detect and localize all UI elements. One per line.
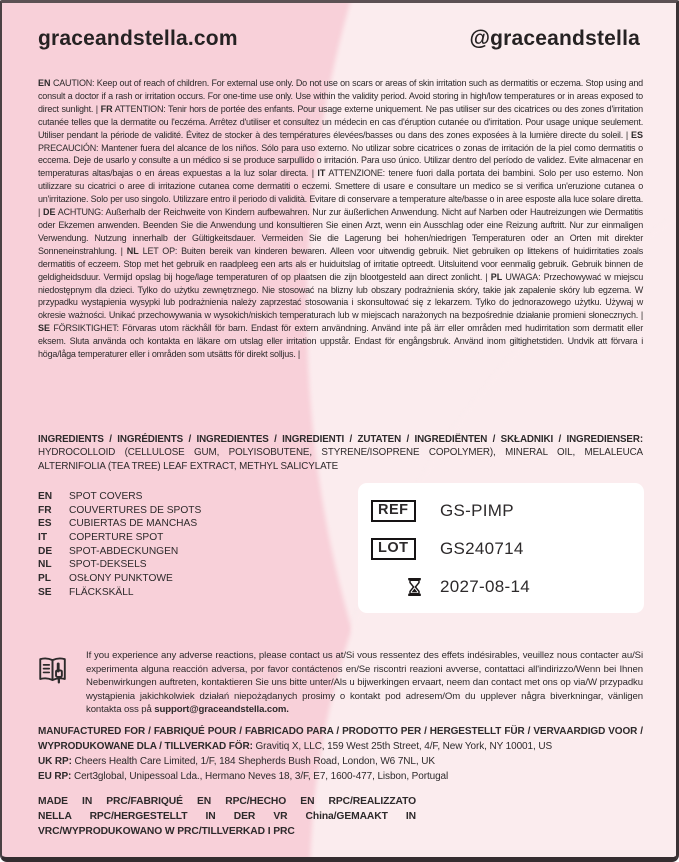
- eu-rp-line: [38, 770, 643, 785]
- ref-row: [371, 492, 644, 530]
- uk-rp-address: Cheers Health Care Limited, 1/F, 184 Shepherds Bush Road, London, W6 7NL, UK: [71, 755, 435, 767]
- caution-language-code: PL: [490, 271, 503, 282]
- product-name-language-code: ES: [38, 518, 52, 530]
- product-name-language-code: DE: [38, 545, 53, 557]
- product-name-row: [38, 504, 201, 518]
- product-name-language-code: IT: [38, 531, 48, 543]
- made-in-line: MADE IN PRC/FABRIQUÉ EN RPC/HECHO EN RPC/REALIZZATO: [38, 796, 416, 807]
- product-name-row: [38, 531, 201, 545]
- product-name-row: [38, 490, 201, 504]
- caution-language-code: ES: [630, 129, 643, 140]
- caution-paragraph: EN CAUTION: Keep out of reach of children. For external use only. Do not use on scars or areas of skin irritation such as dermatitis or eczema. Stop using and consult a doctor if a rash or irritation occurs. For one-time use only. Use within the validity period. Avoid storing in high/low temperatures or in areas exposed to direct sunlight. | FR ATTENTION: Tenir hors de portée des enfants. Pour usage externe uniquement. Ne pas utiliser sur des cicatrices ou des zones d'irritation cutanée telles que la dermatite ou l'eczéma. Arrêtez d'utiliser et consultez un médecin en cas d'éruption cutanée ou d'irritation. Pour usage unique seulement. Utiliser pendant la période de validité. Évitez de stocker à des températures élevées/basses ou dans des zones exposées à la lumière directe du soleil. | ES PRECAUCIÓN: Mantener fuera del alcance de los niños. Sólo para uso externo. No utilizar sobre cicatrices o zonas de irritación de la piel como dermatitis o eccema. Deje de usarlo y consulte a un médico si se produce sarpullido o irritación. Para uso único. Utilizar dentro del período de validez. Evite almacenar en temperaturas altas/bajas o en áreas expuestas a la luz solar directa. | IT ATTENZIONE: tenere fuori dalla portata dei bambini. Solo per uso esterno. Non utilizzare su cicatrici o aree di irritazione cutanea come dermatiti o eczemi. Smettere di usare e consultare un medico se si verifica un'eruzione cutanea o un'irritazione. Solo per uso singolo. Utilizzare entro il periodo di validità. Evitare di conservare a temperature alte/basse o in aree esposte alla luce solare diretta. | DE ACHTUNG: Außerhalb der Reichweite von Kindern aufbewahren. Nur zur äußerlichen Anwendung. Nicht auf Narben oder Hautreizungen wie Dermatitis oder Ekzemen anwenden. Beenden Sie die Anwendung und konsultieren Sie einen Arzt, wenn ein Ausschlag oder eine Reizung auftritt. Nur zur einmaligen Verwendung. Nutzung innerhalb der Gültigkeitsdauer. Vermeiden Sie die Lagerung bei hohen/niedrigen Temperaturen oder an Orten mit direkter Sonneneinstrahlung. | NL LET OP: Buiten bereik van kinderen bewaren. Alleen voor uitwendig gebruik. Niet gebruiken op littekens of huidirritaties zoals dermatitis of eczeem. Stop met het gebruik en raadpleeg een arts als er huiduitslag of irritatie optreedt. Uitsluitend voor eenmalig gebruik. Gebruik binnen de geldigheidsduur. Vermijd opslag bij hoge/lage temperaturen of op plaatsen die zijn blootgesteld aan direct zonlicht. | PL UWAGA: Przechowywać w miejscu niedostępnym dla dzieci. Tylko do użytku zewnętrznego. Nie stosować na blizny lub obszary podrażnienia skóry, takie jak zapalenie skóry lub egzema. W przypadku wystąpienia wysypki lub podrażnienia należy zaprzestać stosowania i skonsultować się z lekarzem. Tylko do jednorazowego użytku. Używaj w okresie ważności. Unikać przechowywania w wysokich/niskich temperaturach lub w miejscach narażonych na bezpośrednie działanie promieni słonecznych. | SE FÖRSIKTIGHET: Förvaras utom räckhåll för barn. Endast för extern användning. Använd inte på ärr eller områden med hudirritation som dermatit eller eksem. Sluta använda och kontakta en läkare om utslag eller irritation uppstår. Endast för engångsbruk. Använd inom giltighetstiden. Undvik att förvara i höga/låga temperaturer eller i områden som utsätts för direkt solljus. |: [38, 78, 644, 360]
- lot-value: GS240714: [440, 539, 524, 558]
- manufacturer-heading: MANUFACTURED FOR / FABRIQUÉ POUR / FABRICADO PARA / PRODOTTO PER / HERGESTELLT FÜR / VERVAARDIGD VOOR / WYPRODUKOWANE DLA / TILLVERKAD FÖR:: [38, 726, 643, 752]
- ref-value: GS-PIMP: [440, 501, 514, 520]
- product-name: FLÄCKSKÄLL: [69, 586, 134, 598]
- eu-rp-label: EU RP:: [38, 770, 72, 782]
- eu-rp-address: Cert3global, Unipessoal Lda., Hermano Neves 18, 3/F, E7, 1600-477, Lisbon, Portugal: [71, 770, 449, 782]
- manufacturer-section: [38, 725, 643, 785]
- uk-rp-label: UK RP:: [38, 755, 72, 767]
- product-name-row: [38, 545, 201, 559]
- expiry-row: [371, 568, 644, 606]
- caution-language-code: IT: [317, 168, 326, 179]
- ingredients-heading: INGREDIENTS / INGRÉDIENTS / INGREDIENTES / INGREDIENTI / ZUTATEN / INGREDIËNTEN / SKŁADNIKI / INGREDIENSER:: [38, 434, 643, 445]
- product-name-list: [38, 490, 201, 599]
- header: [38, 27, 640, 51]
- ref-symbol: REF: [371, 500, 416, 522]
- ingredients-paragraph: [38, 433, 643, 473]
- caution-language-code: SE: [38, 323, 51, 334]
- brand-social-handle: @graceandstella: [469, 27, 640, 50]
- product-name: CUBIERTAS DE MANCHAS: [69, 518, 198, 530]
- made-in-line: VRC/WYPRODUKOWANO W PRC/TILLVERKAD I PRC: [38, 826, 295, 838]
- product-name: SPOT-DEKSELS: [69, 559, 147, 571]
- brand-website: graceandstella.com: [38, 27, 238, 50]
- caution-language-code: EN: [38, 78, 51, 88]
- product-name: SPOT COVERS: [69, 491, 143, 502]
- product-name-row: [38, 558, 201, 572]
- product-name-language-code: NL: [38, 559, 52, 571]
- caution-language-code: NL: [126, 245, 139, 256]
- manufacturer-address: Gravitiq X, LLC, 159 West 25th Street, 4/F, New York, NY 10001, US: [252, 740, 553, 752]
- product-name: COPERTURE SPOT: [69, 531, 164, 543]
- caution-language-code: DE: [42, 207, 56, 218]
- ingredients-list: HYDROCOLLOID (CELLULOSE GUM, POLYISOBUTENE, STYRENE/ISOPRENE COPOLYMER), MINERAL OIL, MELALEUCA ALTERNIFOLIA (TEA TREE) LEAF EXTRACT, METHYL SALICYLATE: [38, 447, 643, 472]
- product-name-language-code: FR: [38, 504, 52, 516]
- product-name-row: [38, 572, 201, 586]
- caution-language-code: FR: [100, 103, 113, 114]
- uk-rp-line: [38, 755, 643, 770]
- expiry-date: 2027-08-14: [440, 577, 530, 596]
- leaflet-instructions-icon: [36, 653, 70, 694]
- hourglass-icon: [407, 578, 422, 596]
- product-name: OSŁONY PUNKTOWE: [69, 572, 173, 584]
- support-email: support@graceandstella.com.: [154, 704, 289, 715]
- adverse-reactions-paragraph: [86, 649, 643, 717]
- product-name-language-code: SE: [38, 586, 52, 598]
- product-name-row: [38, 586, 201, 600]
- product-name-language-code: EN: [38, 491, 53, 502]
- product-name: COUVERTURES DE SPOTS: [69, 504, 202, 516]
- lot-symbol: LOT: [371, 538, 416, 560]
- lot-row: [371, 530, 644, 568]
- product-name-language-code: PL: [38, 572, 52, 584]
- product-name-row: [38, 517, 201, 531]
- manufacturer-line: [38, 725, 643, 755]
- adverse-reactions-text: If you experience any adverse reactions, please contact us at/Si vous ressentez des effets indésirables, veuillez nous contacter au/Si experimenta alguna reacción adversa, por favor contáctenos en/Se riscontri reazioni avverse, contattaci all'indirizzo/Wenn bei Ihnen Nebenwirkungen auftreten, kontaktieren Sie uns bitte unter/Als u bijwerkingen ervaart, neem dan contact met ons op via/W przypadku wystąpienia jakichkolwiek działań niepożądanych prosimy o kontakt pod adresem/Om du upplever några biverkningar, vänligen kontakta oss på: [86, 650, 643, 715]
- regulatory-box: [358, 483, 644, 613]
- made-in-statement: [38, 794, 416, 840]
- product-name: SPOT-ABDECKUNGEN: [69, 545, 179, 557]
- made-in-line: NELLA RPC/HERGESTELLT IN DER VR China/GEMAAKT IN: [38, 811, 416, 823]
